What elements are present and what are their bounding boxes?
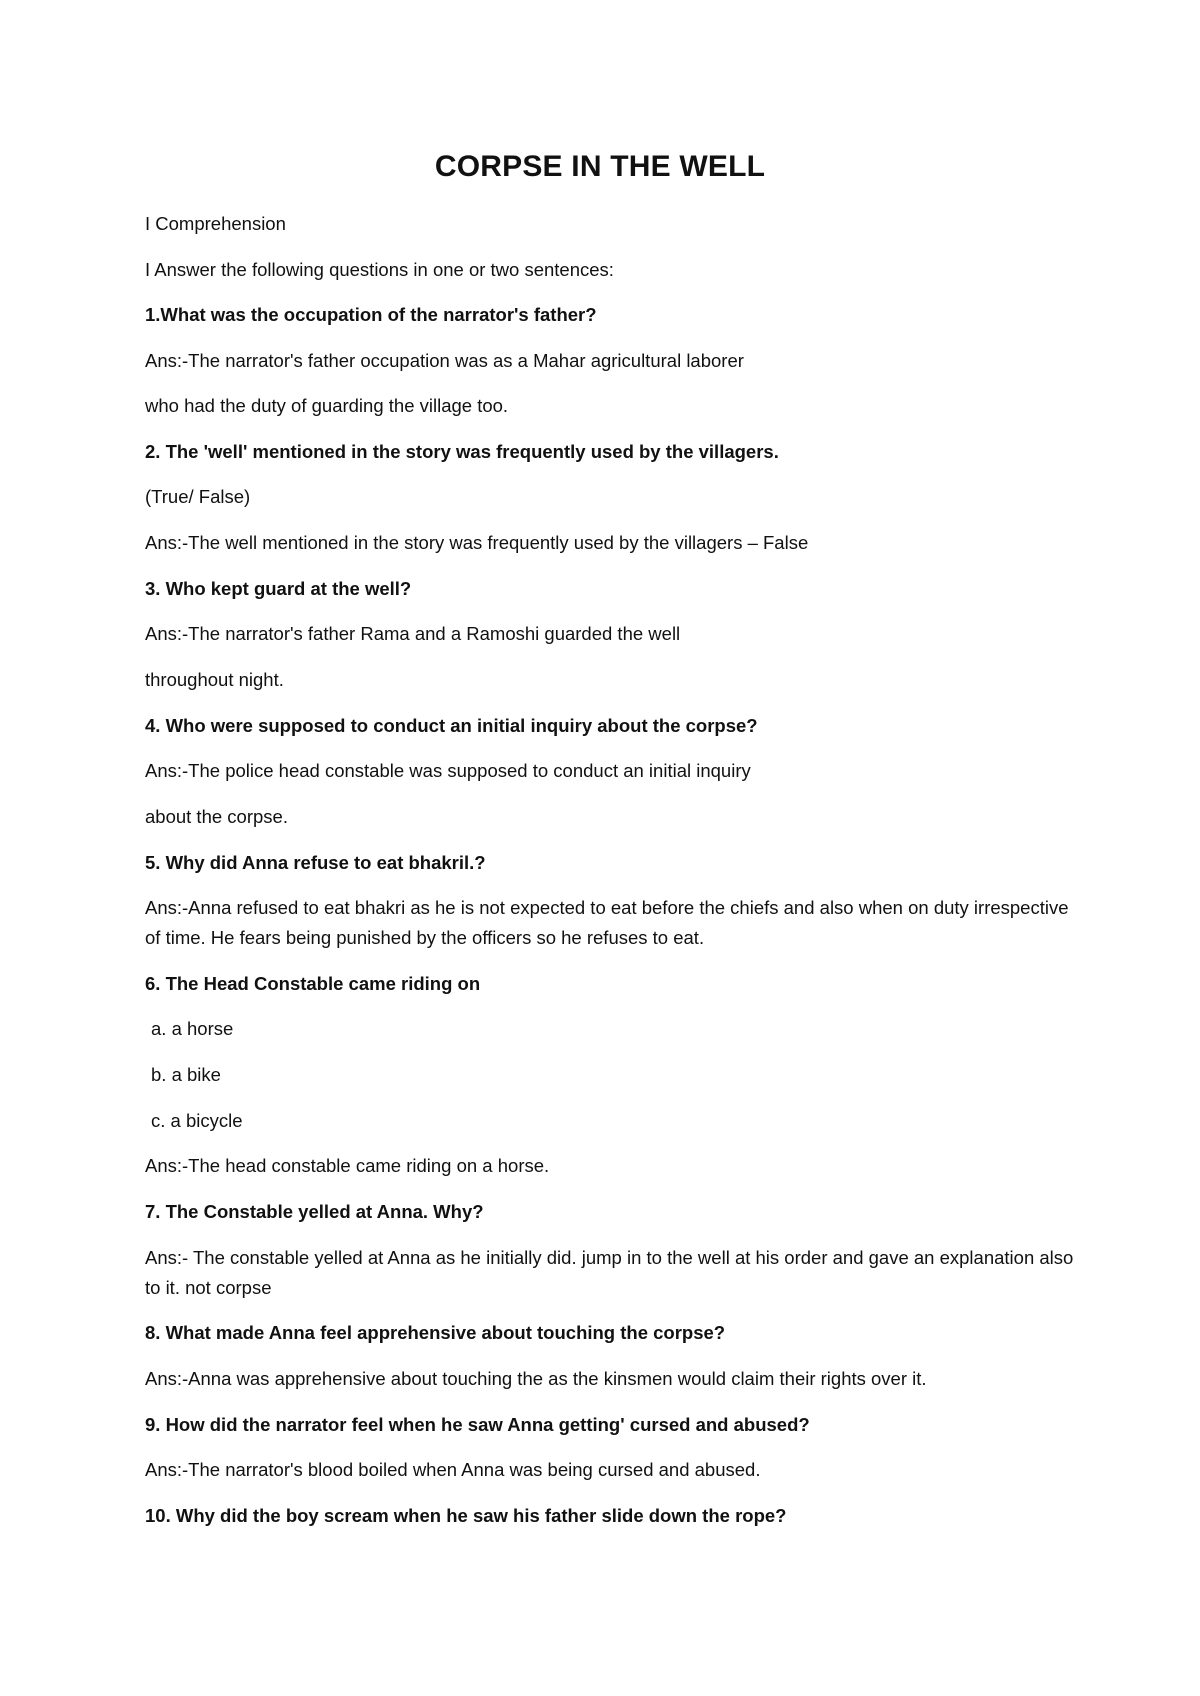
question-9: 9. How did the narrator feel when he saw Anna getting' cursed and abused? <box>145 1414 810 1435</box>
question-6-option-b: b. a bike <box>151 1064 221 1085</box>
question-5: 5. Why did Anna refuse to eat bhakril.? <box>145 852 486 873</box>
question-10: 10. Why did the boy scream when he saw his father slide down the rope? <box>145 1505 787 1526</box>
answer-9: Ans:-The narrator's blood boiled when Anna was being cursed and abused. <box>145 1459 761 1480</box>
answer-4-line-1: Ans:-The police head constable was supposed to conduct an initial inquiry <box>145 760 751 781</box>
question-4: 4. Who were supposed to conduct an initial inquiry about the corpse? <box>145 715 758 736</box>
question-6-option-a: a. a horse <box>151 1018 234 1039</box>
answer-3-line-1: Ans:-The narrator's father Rama and a Ramoshi guarded the well <box>145 623 681 644</box>
document-title: CORPSE IN THE WELL <box>434 150 766 183</box>
question-2-options: (True/ False) <box>145 486 251 507</box>
section-heading: I Comprehension <box>145 213 286 234</box>
instruction-text: I Answer the following questions in one or two sentences: <box>145 259 614 280</box>
question-3: 3. Who kept guard at the well? <box>145 578 412 599</box>
question-6: 6. The Head Constable came riding on <box>145 973 481 994</box>
answer-1-line-1: Ans:-The narrator's father occupation was as a Mahar agricultural laborer <box>145 350 744 371</box>
answer-7: Ans:- The constable yelled at Anna as he initially did. jump in to the well at his order and gave an explanation also to it. not corpse <box>145 1247 1074 1298</box>
answer-2: Ans:-The well mentioned in the story was frequently used by the villagers – False <box>145 532 809 553</box>
answer-1-line-2: who had the duty of guarding the village too. <box>145 395 509 416</box>
question-8: 8. What made Anna feel apprehensive about touching the corpse? <box>145 1322 726 1343</box>
question-1: 1.What was the occupation of the narrator's father? <box>145 304 597 325</box>
question-6-option-c: c. a bicycle <box>151 1110 243 1131</box>
answer-3-line-2: throughout night. <box>145 669 284 690</box>
question-2: 2. The 'well' mentioned in the story was frequently used by the villagers. <box>145 441 779 462</box>
question-7: 7. The Constable yelled at Anna. Why? <box>145 1201 484 1222</box>
answer-4-line-2: about the corpse. <box>145 806 288 827</box>
answer-8: Ans:-Anna was apprehensive about touching the as the kinsmen would claim their rights over it. <box>145 1368 927 1389</box>
answer-6: Ans:-The head constable came riding on a horse. <box>145 1155 550 1176</box>
answer-5: Ans:-Anna refused to eat bhakri as he is not expected to eat before the chiefs and also when on duty irrespective of time. He fears being punished by the officers so he refuses to eat. <box>145 897 1069 948</box>
